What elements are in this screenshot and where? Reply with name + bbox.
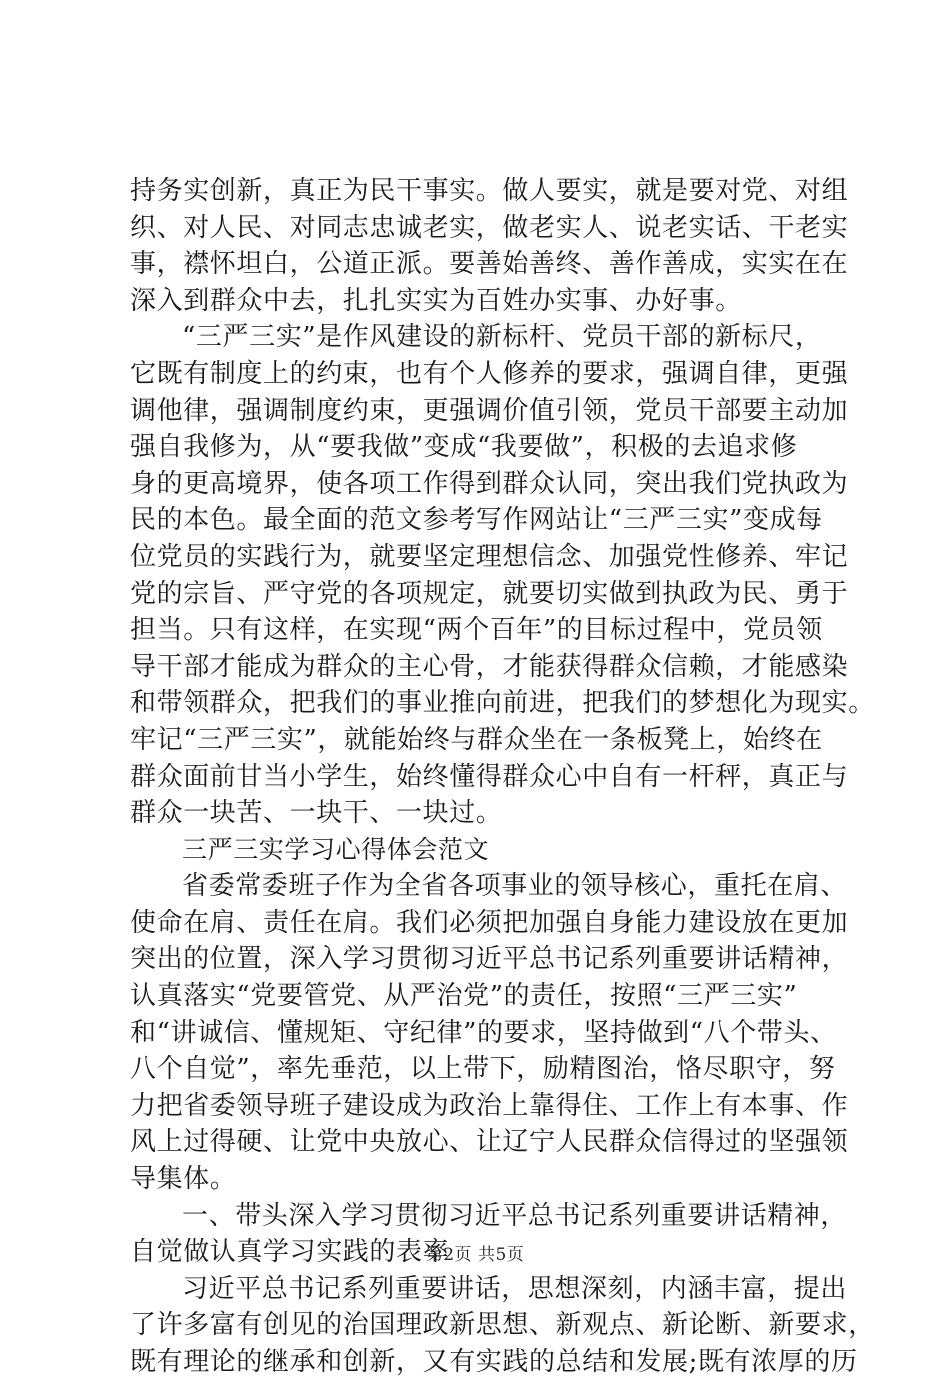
text-line: 一、带头深入学习贯彻习近平总书记系列重要讲话精神，: [182, 1200, 848, 1231]
text-line: 自觉做认真学习实践的表率: [130, 1237, 450, 1268]
document-body: [130, 173, 875, 1381]
text-line: 使命在肩、责任在肩。我们必须把加强自身能力建设放在更加: [130, 907, 849, 938]
text-line: 认真落实“党要管党、从严治党”的责任，按照“三严三实”: [130, 981, 798, 1012]
text-line: 它既有制度上的约束，也有个人修养的要求，强调自律，更强: [130, 358, 849, 389]
text-line: 身的更高境界，使各项工作得到群众认同，突出我们党执政为: [130, 468, 849, 499]
text-line: 位党员的实践行为，就要坚定理想信念、加强党性修养、牢记: [130, 541, 849, 572]
text-line: 调他律，强调制度约束，更强调价值引领，党员干部要主动加: [130, 395, 849, 426]
text-line: 担当。只有这样，在实现“两个百年”的目标过程中，党员领: [130, 615, 823, 646]
text-line: 习近平总书记系列重要讲话，思想深刻，内涵丰富，提出: [182, 1273, 848, 1304]
text-line: 和“讲诚信、懂规矩、守纪律”的要求，坚持做到“八个带头、: [130, 1017, 837, 1048]
text-line: 民的本色。最全面的范文参考写作网站让“三严三实”变成每: [130, 505, 823, 536]
text-line: 持务实创新，真正为民干事实。做人要实，就是要对党、对组: [130, 176, 849, 206]
page-number-footer: 第2页 共5页: [425, 1245, 525, 1265]
text-line: 既有理论的继承和创新，又有实践的总结和发展;既有浓厚的历: [130, 1347, 858, 1377]
text-line: 八个自觉”，率先垂范，以上带下，励精图治，恪尽职守，努: [130, 1054, 836, 1085]
text-line: 事，襟怀坦白，公道正派。要善始善终、善作善成，实实在在: [130, 249, 849, 280]
text-line: 突出的位置，深入学习贯彻习近平总书记系列重要讲话精神，: [130, 944, 849, 975]
text-line: 织、对人民、对同志忠诚老实，做老实人、说老实话、干老实: [130, 212, 849, 243]
text-line: 力把省委领导班子建设成为政治上靠得住、工作上有本事、作: [130, 1090, 849, 1121]
text-line: 导干部才能成为群众的主心骨，才能获得群众信赖，才能感染: [130, 651, 849, 682]
text-line: 导集体。: [130, 1164, 237, 1195]
text-line: 风上过得硬、让党中央放心、让辽宁人民群众信得过的坚强领: [130, 1127, 849, 1158]
text-line: 深入到群众中去，扎扎实实为百姓办实事、办好事。: [130, 285, 742, 316]
text-line: 群众一块苦、一块干、一块过。: [130, 798, 503, 829]
text-line: 强自我修为，从“要我做”变成“我要做”，积极的去追求修: [130, 432, 798, 463]
section-heading: 三严三实学习心得体会范文: [182, 834, 490, 864]
text-line: “三严三实”是作风建设的新标杆、党员干部的新标尺，: [182, 322, 822, 353]
text-line: 党的宗旨、严守党的各项规定，就要切实做到执政为民、勇于: [130, 578, 849, 609]
text-line: 省委常委班子作为全省各项事业的领导核心，重托在肩、: [182, 871, 848, 902]
text-line: 和带领群众，把我们的事业推向前进，把我们的梦想化为现实。: [130, 688, 875, 719]
text-line: 群众面前甘当小学生，始终懂得群众心中自有一杆秤，真正与: [130, 761, 849, 792]
text-line: 了许多富有创见的治国理政新思想、新观点、新论断、新要求，: [130, 1310, 875, 1341]
text-line: 牢记“三严三实”，就能始终与群众坐在一条板凳上，始终在: [130, 724, 823, 755]
